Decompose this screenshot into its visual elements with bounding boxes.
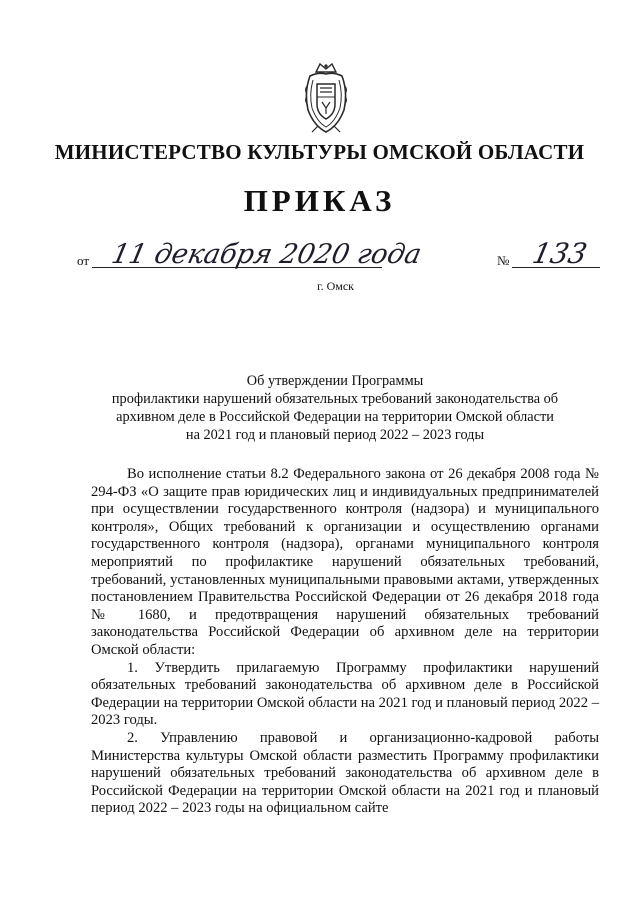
- clause-2-paragraph: 2. Управлению правовой и организационно-кадровой работы Министерства культуры Омской области разместить Программу профилактики нарушений обязательных требований законодательства об архивном деле в Российской Федерации на территории Омской области на 2021 год и плановый период 2022 – 2023 годы на официальном сайте: [91, 729, 599, 817]
- ministry-name: МИНИСТЕРСТВО КУЛЬТУРЫ ОМСКОЙ ОБЛАСТИ: [54, 140, 585, 164]
- subject-line: Об утверждении Программы: [246, 373, 424, 389]
- date-prefix: от: [77, 253, 90, 268]
- number-prefix: №: [497, 253, 510, 268]
- date-underline: [92, 267, 382, 268]
- subject-line: профилактики нарушений обязательных требований законодательства об: [111, 391, 559, 407]
- handwritten-number: 133: [529, 237, 590, 270]
- city-label: г. Омск: [317, 279, 354, 293]
- handwritten-date: 11 декабря 2020 года: [108, 239, 425, 270]
- document-type-title: ПРИКАЗ: [243, 183, 396, 218]
- subject-line: архивном деле в Российской Федерации на территории Омской области: [116, 409, 554, 425]
- subject-line: на 2021 год и плановый период 2022 – 2023 годы: [185, 427, 485, 443]
- number-underline: [512, 267, 600, 268]
- date-number-row: [0, 237, 639, 273]
- clause-1-paragraph: 1. Утвердить прилагаемую Программу профилактики нарушений обязательных требований законодательства об архивном деле в Российской Федерации на территории Омской области на 2021 год и плановый период 2022 – 2023 годы.: [91, 659, 599, 729]
- preamble-paragraph: Во исполнение статьи 8.2 Федерального закона от 26 декабря 2008 года № 294-ФЗ «О защите прав юридических лиц и индивидуальных предпринимателей при осуществлении государственного контроля (надзора) и муниципального контроля», Общих требований к организации и осуществлению органами государственного контроля (надзора), органами муниципального контроля мероприятий по профилактике нарушений обязательных требований, требований, установленных муниципальными правовыми актами, утвержденных постановлением Правительства Российской Федерации от 26 декабря 2018 года № 1680, и предотвращения нарушений обязательных требований законодательства Российской Федерации об архивном деле на территории Омской области:: [91, 466, 599, 658]
- order-body: [91, 466, 599, 818]
- order-subject: [96, 372, 574, 444]
- coat-of-arms-icon: [300, 62, 352, 134]
